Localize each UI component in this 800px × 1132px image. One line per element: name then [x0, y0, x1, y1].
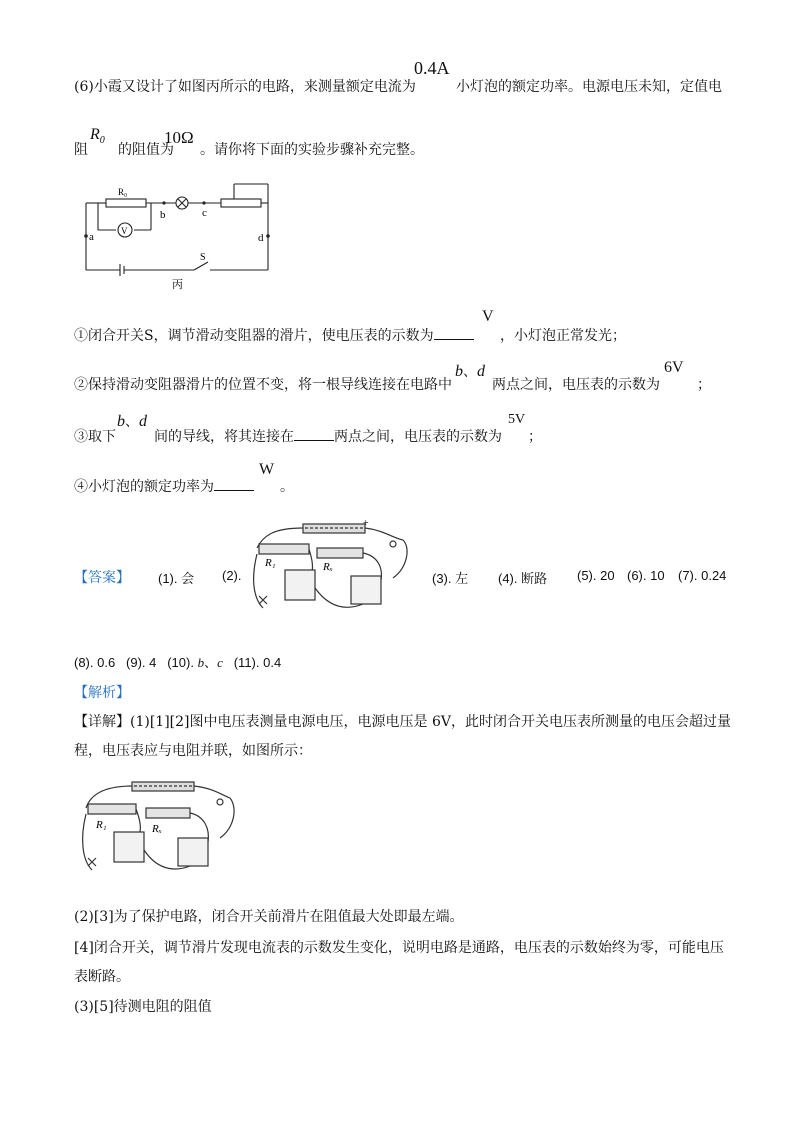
answers-row-2	[74, 652, 281, 671]
answer-8: (8). 0.6	[74, 655, 116, 670]
step-3-text-2: 间的导线，将其连接在 两点之间，电压表的示数为	[154, 429, 502, 445]
step-4-end: 。	[280, 479, 294, 495]
answer-label: 【答案】	[74, 570, 130, 586]
step-3-text: ③取下	[74, 429, 116, 445]
q6-line2-end: 。请你将下面的实验步骤补充完整。	[200, 142, 424, 158]
answer-6: (6). 10	[627, 568, 665, 583]
answer-10: (10). b、c	[167, 655, 223, 670]
node-d-label: d	[258, 232, 264, 244]
node-c-label: c	[202, 207, 207, 219]
node-b-label: b	[160, 209, 166, 221]
answer-11: (11). 0.4	[233, 655, 282, 670]
node-a-label: a	[89, 231, 94, 243]
analysis-p1b: 程，电压表应与电阻并联，如图所示：	[74, 743, 312, 759]
step-1-unit: V	[482, 308, 494, 325]
step-2-text: ②保持滑动变阻器滑片的位置不变，将一根导线连接在电路中	[74, 377, 452, 393]
voltmeter-label: V	[121, 226, 128, 236]
analysis-p3: [4]闭合开关，调节滑片发现电流表的示数发生变化，说明电路是通路，电压表的示数始终为零，可能电压	[74, 940, 724, 956]
r0-value: 10Ω	[164, 128, 194, 147]
detail-label: 【详解】	[74, 714, 130, 730]
step-3-value: 5V	[508, 412, 526, 427]
step-2-text-2: 两点之间，电压表的示数为	[492, 377, 660, 393]
step-1	[74, 325, 474, 345]
answer-9: (9). 4	[126, 655, 157, 670]
analysis-p4: (3)[5]待测电阻的阻值	[74, 999, 212, 1015]
q6-line2-mid: 的阻值为	[118, 142, 174, 158]
r0-symbol: $R_0$	[90, 126, 105, 147]
q6-line1	[74, 76, 416, 96]
analysis-label: 【解析】	[74, 685, 130, 701]
answer-3: (3). 左	[432, 571, 469, 586]
circuit-diagram	[76, 178, 276, 290]
r0-label: R₀	[118, 187, 128, 197]
q6-line1-text: 小霞又设计了如图丙所示的电路，来测量额定电流为	[93, 79, 416, 95]
analysis-p2: (2)[3]为了保护电路，闭合开关前滑片在阻值最大处即最左端。	[74, 909, 464, 925]
photo-plus-sign: +	[363, 518, 369, 529]
step-2-nodes: b、d	[455, 363, 485, 380]
rated-current: 0.4A	[414, 58, 450, 78]
step-3-nodes: b、d	[117, 413, 147, 430]
photo-label-r1: R₁	[265, 557, 276, 569]
figure-label: 丙	[172, 279, 183, 290]
step-2-value: 6V	[664, 359, 684, 376]
step-4-blank	[214, 478, 254, 491]
answer-1: (1). 会	[158, 571, 195, 586]
q6-line1-end: 小灯泡的额定功率。电源电压未知，定值电	[456, 79, 722, 95]
answer-4: (4). 断路	[498, 571, 548, 586]
step-1-text: ①闭合开关S，调节滑动变阻器的滑片，使电压表的示数为	[74, 328, 434, 344]
step-4: ④小灯泡的额定功率为	[74, 476, 254, 496]
answer-7: (7). 0.24	[678, 568, 727, 583]
analysis-photo-label-rx: Rₓ	[152, 823, 162, 835]
step-4-unit: W	[259, 461, 275, 478]
switch-label: S	[200, 252, 206, 263]
answer-2: (2).	[222, 568, 242, 583]
answer-circuit-photo	[243, 518, 419, 618]
step-3-end: ；	[528, 429, 542, 445]
analysis-p1: 【详解】(1)[1][2]图中电压表测量电源电压，电源电压是 6V，此时闭合开关电压表所测量的电压会超过量	[74, 714, 731, 730]
photo-label-rx: Rₓ	[323, 561, 333, 573]
step-3-blank	[294, 428, 334, 441]
step-1-end: ，小灯泡正常发光；	[500, 328, 626, 344]
analysis-photo-label-r1: R₁	[96, 819, 107, 831]
answer-5: (5). 20	[577, 568, 615, 583]
q6-part-label: (6)	[74, 79, 94, 95]
analysis-p3b: 表断路。	[74, 969, 130, 985]
analysis-circuit-photo	[74, 776, 246, 880]
step-2-end: ；	[697, 377, 711, 393]
step-1-blank	[434, 327, 474, 340]
q6-line2-start: 阻	[74, 142, 88, 158]
